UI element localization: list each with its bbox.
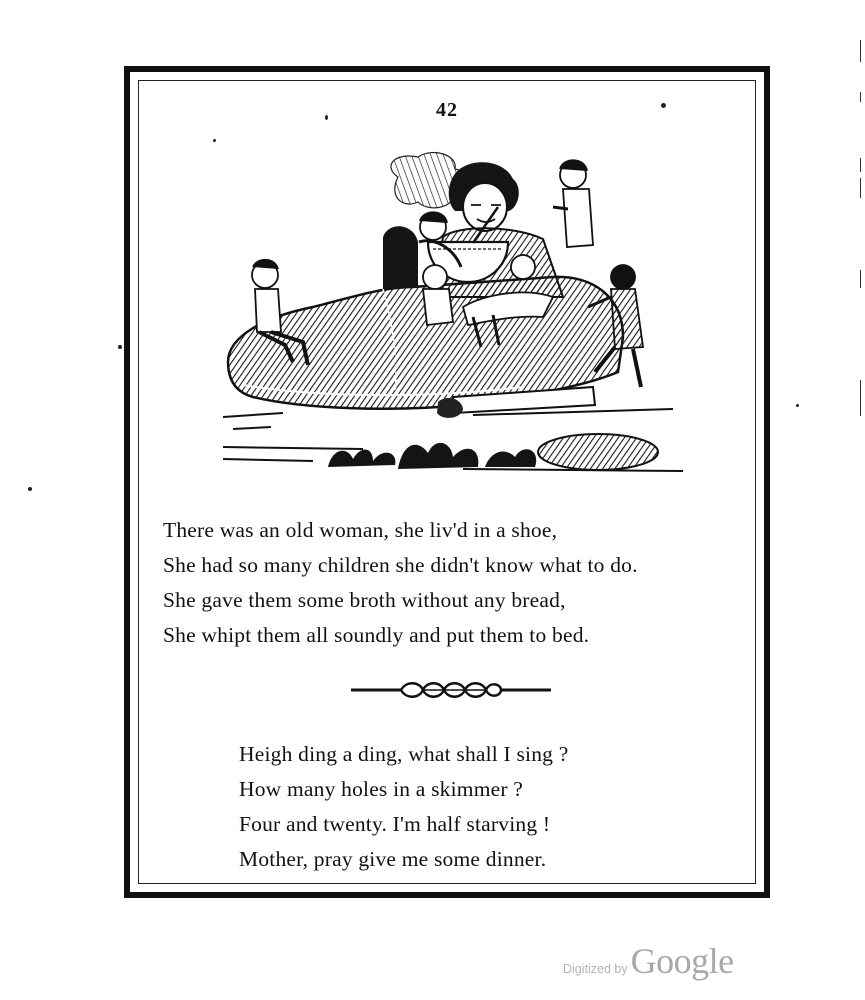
verse-line: Mother, pray give me some dinner. [239, 847, 547, 871]
woodcut-illustration [223, 147, 693, 492]
digitized-by-google-watermark [563, 940, 734, 982]
scan-edge-mark [860, 380, 862, 416]
verse-line: There was an old woman, she liv'd in a shoe, [163, 518, 558, 542]
scan-edge-mark [860, 178, 862, 198]
scan-edge-mark [860, 158, 862, 172]
scan-edge-mark [860, 92, 862, 102]
google-logo: Google [630, 941, 734, 981]
verse-line: She gave them some broth without any bread, [163, 588, 566, 612]
scan-speck [796, 404, 799, 407]
ornamental-divider [351, 678, 551, 702]
shoe [228, 226, 623, 418]
scan-speck [213, 139, 216, 142]
scan-speck [325, 115, 328, 120]
scan-edge-mark [860, 270, 862, 288]
page-border-inner [138, 80, 756, 884]
watermark-prefix: Digitized by [563, 962, 628, 976]
verse-line: She had so many children she didn't know what to do. [163, 553, 638, 577]
scan-speck [118, 345, 122, 349]
verse-old-woman-in-shoe [163, 513, 638, 653]
verse-line: Four and twenty. I'm half starving ! [239, 812, 551, 836]
scan-edge-mark [860, 40, 862, 62]
verse-line: How many holes in a skimmer ? [239, 777, 524, 801]
verse-line: She whipt them all soundly and put them to bed. [163, 623, 590, 647]
scan-speck [661, 103, 666, 108]
verse-heigh-ding [239, 737, 568, 877]
verse-line: Heigh ding a ding, what shall I sing ? [239, 742, 569, 766]
shrubs [328, 434, 658, 470]
page-number: 42 [436, 99, 458, 121]
scan-speck [28, 487, 32, 491]
page-border-outer [124, 66, 770, 898]
